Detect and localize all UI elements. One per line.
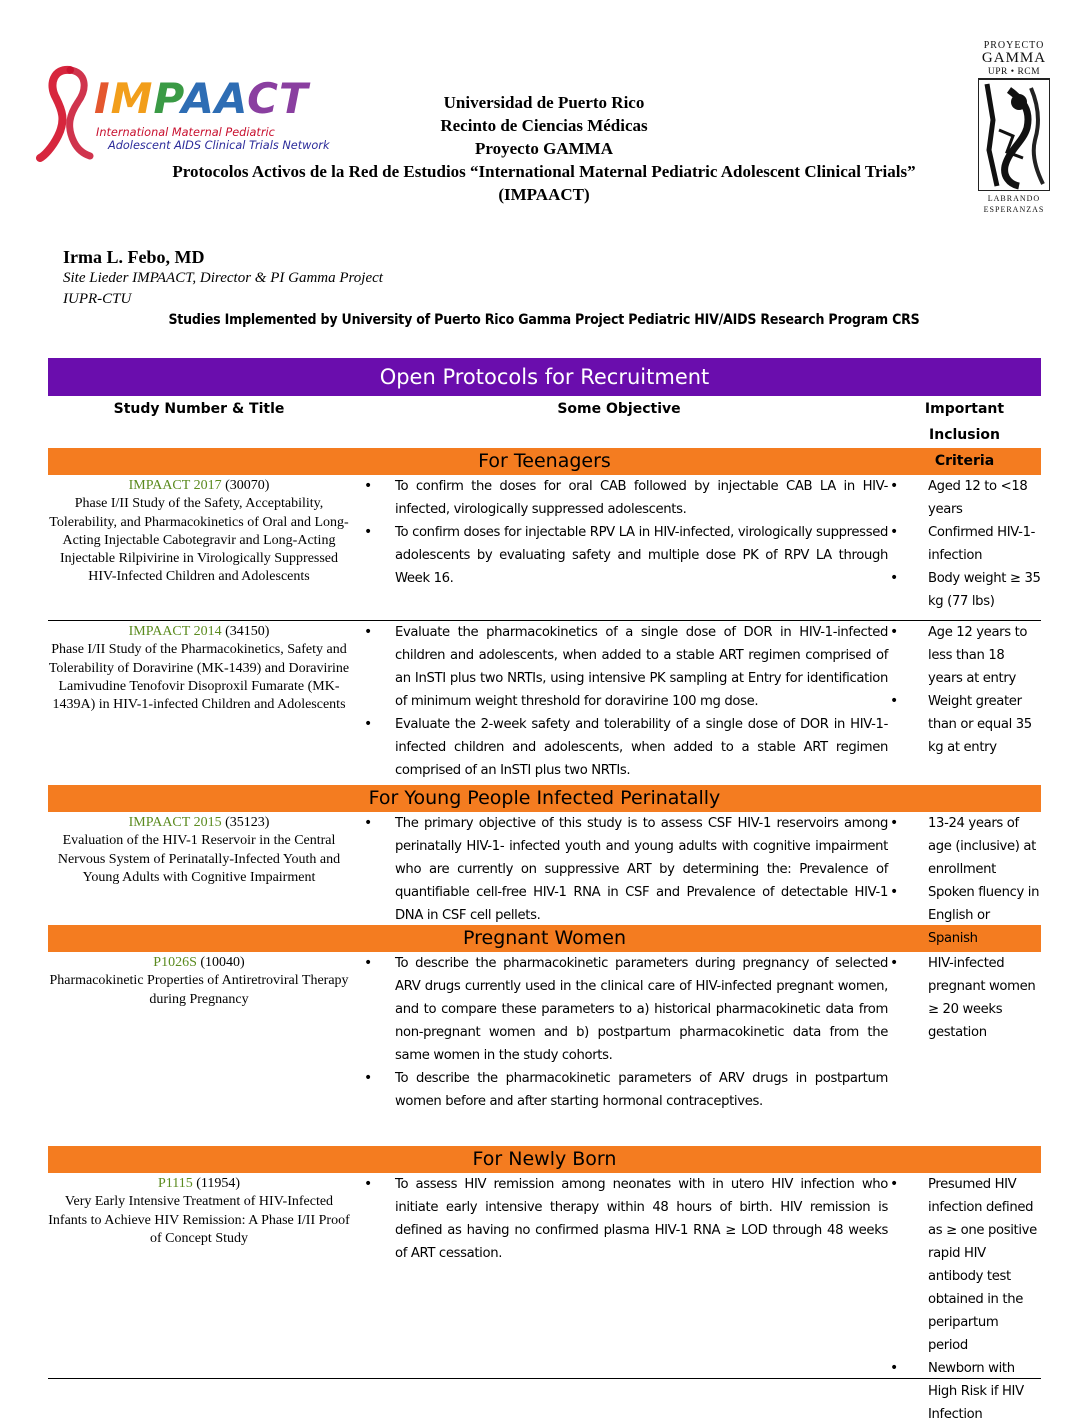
study-number: (30070)	[221, 478, 270, 493]
study-number: (34150)	[221, 624, 270, 639]
table-row	[48, 621, 1041, 785]
column-header-criteria	[888, 396, 1041, 469]
criteria-item: • Aged 12 to <18 years	[890, 475, 1041, 521]
study-title: Evaluation of the HIV-1 Reservoir in the Central Nervous System of Perinatally-Infected Youth and Young Adults with Cognitive Impairment	[57, 833, 341, 885]
criteria-list	[890, 475, 1041, 613]
criteria-cell	[888, 952, 1041, 1146]
logo-right-top: PROYECTO	[983, 40, 1045, 51]
column-header-study: Study Number & Title	[113, 401, 285, 417]
author-block	[63, 246, 383, 310]
criteria-item: • Weight greater than or equal 35 kg at entry	[890, 690, 1041, 759]
study-cell	[48, 1173, 350, 1378]
header-campus: Recinto de Ciencias Médicas	[440, 116, 648, 135]
figure-illustration-icon	[979, 80, 1049, 190]
logo-right-bottom2: ESPERANZAS	[983, 205, 1045, 214]
table-banner: Open Protocols for Recruitment	[48, 358, 1041, 396]
section-header: For Young People Infected Perinatally	[48, 785, 1041, 812]
study-title: Pharmacokinetic Properties of Antiretroviral Therapy during Pregnancy	[49, 973, 349, 1007]
study-id-line	[48, 814, 350, 832]
criteria-cell	[888, 812, 1041, 946]
objective-item: • Evaluate the 2-week safety and tolerability of a single dose of DOR in HIV-1-infected children and adolescents, when added to a stable ART regimen comprised of an InSTI plus two NRTIs.	[364, 713, 888, 782]
header-title-acronym: (IMPAACT)	[498, 185, 590, 204]
proyecto-gamma-logo	[978, 40, 1050, 230]
author-org: IUPR-CTU	[63, 291, 132, 307]
study-id-link: IMPAACT 2017	[128, 478, 222, 493]
objective-cell	[350, 1173, 888, 1378]
criteria-item: • Body weight ≥ 35 kg (77 lbs)	[890, 567, 1041, 613]
objective-list	[364, 812, 888, 927]
objective-list	[364, 621, 888, 782]
objective-item: • Evaluate the pharmacokinetics of a single dose of DOR in HIV-1-infected children and adolescents, when added to a stable ART regimen comprised of an InSTI plus two NRTIs, using intensive PK sampling at Entry for identification of minimum weight threshold for doravirine 100 mg dose.	[364, 621, 888, 713]
section-header: For Teenagers	[48, 448, 1041, 475]
objective-list	[364, 475, 888, 590]
study-id-link: P1026S	[153, 955, 197, 970]
document-header	[100, 91, 988, 206]
logo-subtitle-line1: International Maternal Pediatric	[96, 126, 275, 139]
study-id-line	[48, 477, 350, 495]
protocols-table	[48, 358, 1041, 1422]
table-body	[48, 448, 1041, 1422]
criteria-list	[890, 812, 1041, 950]
study-cell	[48, 475, 350, 620]
criteria-cell	[888, 621, 1041, 785]
column-header-criteria-line2: Criteria	[934, 453, 995, 469]
woodcut-image	[978, 79, 1050, 191]
objective-item: • To confirm the doses for oral CAB followed by injectable CAB LA in HIV-infected, virologically suppressed adolescents.	[364, 475, 888, 521]
criteria-list	[890, 621, 1041, 759]
table-row	[48, 1173, 1041, 1422]
study-number: (11954)	[192, 1176, 241, 1191]
studies-subtitle: Studies Implemented by University of Puerto Rico Gamma Project Pediatric HIV/AIDS Research Program CRS	[168, 312, 920, 328]
criteria-item: • Confirmed HIV-1-infection	[890, 521, 1041, 567]
objective-cell	[350, 475, 888, 620]
study-id-link: IMPAACT 2014	[128, 624, 222, 639]
logo-subtitle-line2: Adolescent AIDS Clinical Trials Network	[108, 139, 330, 152]
objective-item: • To confirm doses for injectable RPV LA in HIV-infected, virologically suppressed adolescents by evaluating safety and multiple dose PK of RPV LA through Week 16.	[364, 521, 888, 590]
study-number: (10040)	[196, 955, 245, 970]
author-name: Irma L. Febo, MD	[63, 247, 205, 267]
logo-wordmark: IMPAACT	[94, 74, 309, 123]
red-ribbon-icon	[36, 62, 100, 162]
objective-item: • To assess HIV remission among neonates with in utero HIV infection who initiate early intensive therapy within 48 hours of birth. HIV remission is defined as having no confirmed plasma HIV-1 RNA ≥ LOD through 48 weeks of ART cessation.	[364, 1173, 888, 1265]
study-id-line	[48, 623, 350, 641]
criteria-cell	[888, 1173, 1041, 1422]
logo-right-gamma: GAMMA	[981, 50, 1047, 66]
criteria-item: • HIV-infected pregnant women ≥ 20 weeks gestation	[890, 952, 1041, 1044]
criteria-cell	[888, 475, 1041, 620]
objective-cell	[350, 952, 888, 1146]
objective-item: • To describe the pharmacokinetic parameters during pregnancy of selected ARV drugs currently used in the clinical care of HIV-infected pregnant women, and to compare these parameters to a) historical pharmacokinetic data from non-pregnant women and b) postpartum pharmacokinetic data from the same women in the study cohorts.	[364, 952, 888, 1067]
study-number: (35123)	[221, 815, 270, 830]
header-university: Universidad de Puerto Rico	[443, 93, 645, 112]
logo-right-bottom1: LABRANDO	[987, 194, 1041, 203]
objective-item: • To describe the pharmacokinetic parameters of ARV drugs in postpartum women before and after starting hormonal contraceptives.	[364, 1067, 888, 1113]
criteria-item: • Age 12 years to less than 18 years at entry	[890, 621, 1041, 690]
header-project: Proyecto GAMMA	[475, 139, 613, 158]
criteria-list	[890, 952, 1041, 1044]
objective-cell	[350, 812, 888, 925]
study-cell	[48, 621, 350, 785]
study-id-line	[48, 954, 350, 972]
study-title: Very Early Intensive Treatment of HIV-Infected Infants to Achieve HIV Remission: A Phase I/II Proof of Concept Study	[48, 1194, 350, 1246]
study-id-link: IMPAACT 2015	[128, 815, 222, 830]
section-header: Pregnant Women	[48, 925, 1041, 952]
study-title: Phase I/II Study of the Pharmacokinetics, Safety and Tolerability of Doravirine (MK-1439) and Doravirine Lamivudine Tenofovir Disoproxil Fumarate (MK-1439A) in HIV-1-infected Children and Adolescents	[48, 642, 350, 713]
criteria-item: • Presumed HIV infection defined as ≥ one positive rapid HIV antibody test obtained in the peripartum period	[890, 1173, 1041, 1357]
study-cell	[48, 952, 350, 1146]
study-cell	[48, 812, 350, 925]
section-header: For Newly Born	[48, 1146, 1041, 1173]
column-header-criteria-line1: Important Inclusion	[924, 401, 1005, 443]
study-id-link: P1115	[157, 1176, 193, 1191]
logo-right-bottom	[978, 193, 1050, 215]
column-header-objective: Some Objective	[557, 401, 681, 417]
objective-list	[364, 952, 888, 1113]
criteria-item: • Newborn with High Risk if HIV Infection	[890, 1357, 1041, 1426]
objective-list	[364, 1173, 888, 1265]
study-id-line	[48, 1175, 350, 1193]
objective-item: • The primary objective of this study is to assess CSF HIV-1 reservoirs among perinatally HIV-1- infected youth and young adults with cognitive impairment who are currently on suppressive ART by determining the: Prevalence of quantifiable cell-free HIV-1 RNA in CSF and Prevalence of detectable HIV-1 DNA in CSF cell pellets.	[364, 812, 888, 927]
criteria-item: • Spoken fluency in English or Spanish	[890, 881, 1041, 950]
objective-cell	[350, 621, 888, 785]
author-role: Site Lieder IMPAACT, Director & PI Gamma Project	[63, 270, 383, 286]
table-row	[48, 952, 1041, 1146]
table-row	[48, 475, 1041, 621]
header-title: Protocolos Activos de la Red de Estudios “International Maternal Pediatric Adolescent Clinical Trials”	[172, 162, 916, 181]
criteria-list	[890, 1173, 1041, 1426]
study-title: Phase I/II Study of the Safety, Acceptability, Tolerability, and Pharmacokinetics of Oral and Long-Acting Injectable Cabotegravir and Long-Acting Injectable Rilpivirine in Virologically Suppressed HIV-Infected Children and Adolescents	[49, 496, 349, 585]
logo-right-upr: UPR • RCM	[978, 66, 1050, 79]
criteria-item: • 13-24 years of age (inclusive) at enrollment	[890, 812, 1041, 881]
